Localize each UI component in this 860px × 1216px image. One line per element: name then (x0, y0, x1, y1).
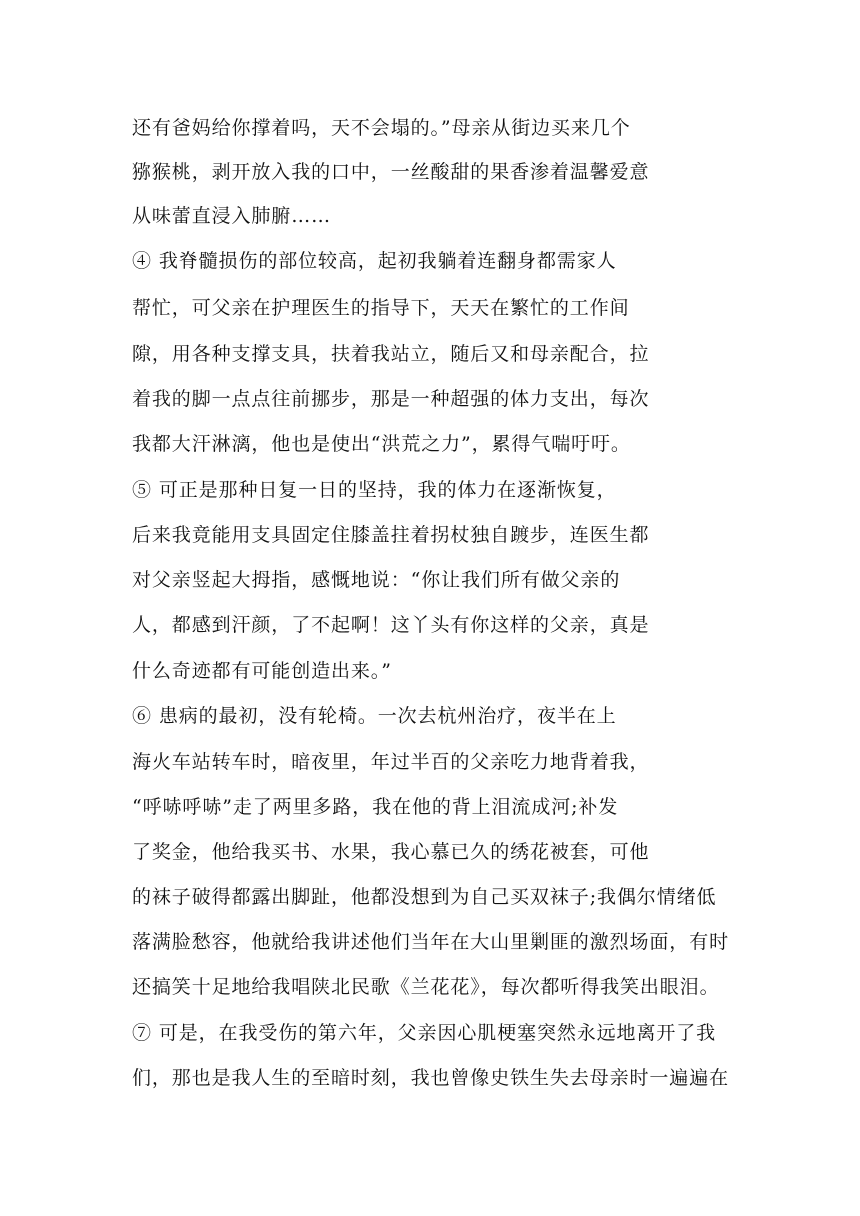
text-line: 猕猴桃，剥开放入我的口中，一丝酸甜的果香渗着温馨爱意 (132, 161, 650, 183)
paragraph-6-start: ⑥ 患病的最初，没有轮椅。一次去杭州治疗，夜半在上 (132, 705, 617, 727)
text-line: 从味蕾直浸入肺腑…… (132, 205, 332, 227)
text-line: 后来我竟能用支具固定住膝盖拄着拐杖独自踱步，连医生都 (132, 524, 650, 546)
text-line: 人，都感到汗颜，了不起啊！这丫头有你这样的父亲，真是 (132, 614, 650, 636)
text-line: 的袜子破得都露出脚趾，他都没想到为自己买双袜子;我偶尔情绪低 (132, 886, 717, 908)
text-line: 海火车站转车时，暗夜里，年过半百的父亲吃力地背着我， (132, 751, 650, 773)
text-line: “呼哧呼哧”走了两里多路，我在他的背上泪流成河;补发 (132, 796, 619, 818)
text-line: 着我的脚一点点往前挪步，那是一种超强的体力支出，每次 (132, 388, 650, 410)
text-line: 了奖金，他给我买书、水果，我心慕已久的绣花被套，可他 (132, 841, 650, 863)
text-line: 们，那也是我人生的至暗时刻，我也曾像史铁生失去母亲时一遍遍在 (132, 1067, 730, 1089)
paragraph-5-start: ⑤ 可正是那种日复一日的坚持，我的体力在逐渐恢复， (132, 479, 617, 501)
text-line: 落满脸愁容，他就给我讲述他们当年在大山里剿匪的激烈场面，有时 (132, 931, 730, 953)
text-line: 还有爸妈给你撑着吗，天不会塌的。”母亲从街边买来几个 (132, 117, 631, 139)
text-line: 帮忙，可父亲在护理医生的指导下，天天在繁忙的工作间 (132, 297, 630, 319)
text-line: 我都大汗淋漓，他也是使出“洪荒之力”，累得气喘吁吁。 (132, 433, 631, 455)
paragraph-4-start: ④ 我脊髓损伤的部位较高，起初我躺着连翻身都需家人 (132, 250, 617, 272)
text-line: 隙，用各种支撑支具，扶着我站立，随后又和母亲配合，拉 (132, 343, 650, 365)
paragraph-7-start: ⑦ 可是，在我受伤的第六年，父亲因心肌梗塞突然永远地离开了我 (132, 1022, 717, 1044)
text-line: 什么奇迹都有可能创造出来。” (132, 660, 392, 682)
text-line: 对父亲竖起大拇指，感慨地说：“你让我们所有做父亲的 (132, 569, 621, 591)
text-line: 还搞笑十足地给我唱陕北民歌《兰花花》，每次都听得我笑出眼泪。 (132, 976, 720, 998)
